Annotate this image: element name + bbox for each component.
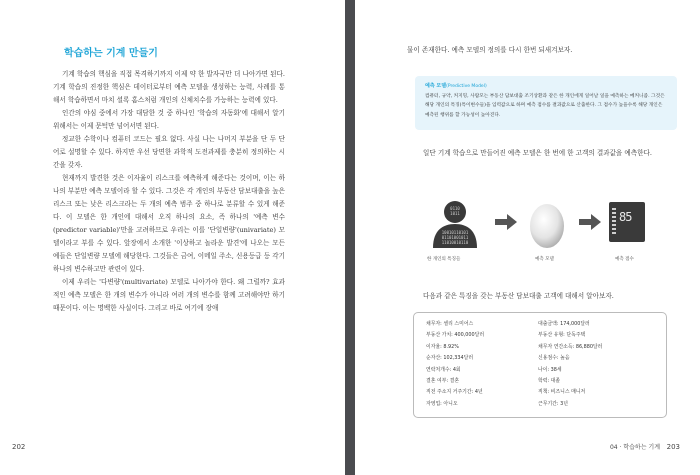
paragraph: 이제 우리는 '다변량'(multivariate) 모델로 나아가야 한다. 왜 그럴까? 효과적인 예측 모델은 한 개의 변수가 아니라 여러 개의 변수를 함께 고려해야만 하기 때문이다. 이는 명백한 사실이다. 그리고 바로 여기에 장애	[53, 278, 285, 312]
egg-model-icon	[527, 194, 567, 250]
paragraph: 현재까지 발견한 것은 이자율이 리스크를 예측하게 해준다는 것이며, 이는 하나의 부분만 예측 모델이라 할 수 있다. 그것은 각 개인의 부동산 담보대출을 높은 리스크 또는 낮은 리스크라는 두 개의 예측 범주 중 하나로 분류할 수 있게 해준다. 이 모델은 한 개인에 대해서 오직 하나의 요소, 즉 하나의 '예측 변수(predictor variable)'만을 고려하므로 우리는 이를 '단일변량'(univariate) 모델이라고 부를 수 있다. 앞장에서 소개한 '이상하고 놀라운 발견'에 나오는 모든 예들은 단일변량 모델에 해당한다. 그것들은 금여, 이메일 주소, 신용등급 등 각기 하나의 변수하고만 관련이 있다.	[53, 174, 285, 273]
chapter-label: 04 · 학습하는 기계	[609, 444, 660, 451]
definition-box	[415, 76, 677, 130]
paragraph: 다음과 같은 특징을 갖는 부동산 담보대출 고객에 대해서 알아보자.	[423, 292, 614, 300]
left-page	[0, 0, 345, 475]
feature-item: 채무자 연간소득: 86,880달러	[538, 343, 603, 350]
feature-item: 연락처개수: 4회	[426, 366, 461, 373]
paragraph-3	[415, 290, 665, 303]
features-column-right	[538, 319, 602, 410]
intro-text	[407, 44, 657, 57]
paragraph-2	[415, 147, 665, 160]
page-number-right: 203	[666, 443, 680, 451]
feature-item: 나이: 38세	[538, 366, 562, 373]
definition-title	[425, 82, 667, 92]
page-number-left: 202	[12, 443, 26, 451]
feature-item: 이자율: 8.92%	[426, 343, 459, 350]
feature-item: 대출금액: 174,000달러	[538, 321, 590, 327]
section-title: 학습하는 기계 만들기	[64, 48, 158, 59]
borrower-features-box	[413, 312, 667, 418]
features-column-left	[426, 319, 484, 410]
prediction-figure	[415, 190, 675, 270]
feature-item: 채무자: 셀리 스미어스	[426, 321, 474, 327]
paragraph: 기계 학습의 핵심을 직접 목격하기까지 이제 약 한 발자국만 더 나아가면 된다. 기계 학습의 진정한 핵심은 데이터로부터 예측 모델을 생성하는 능력, 사례를 통해서 학습하면서 마치 셜록 홈스처럼 개인의 신체치수를 가능하는 능력에 있다.	[53, 70, 285, 104]
feature-item: 부동산 가치: 400,000달러	[426, 332, 485, 339]
svg-text:10010110101: 10010110101	[441, 230, 469, 235]
paragraph: 정교한 수학이나 컴퓨터 코드는 필요 없다. 사실 나는 나머지 부분을 단 두 단어로 설명할 수 있다. 하지만 우선 당면한 과학적 도전과제를 충분히 정의하는 시간을 갖자.	[53, 135, 285, 169]
score-display	[609, 202, 645, 242]
feature-item: 자영업: 아니오	[426, 400, 458, 407]
book-gutter	[345, 0, 355, 475]
feature-item: 부동산 유형: 단독주택	[538, 332, 586, 339]
svg-text:0110: 0110	[450, 206, 460, 211]
svg-text:01101001011: 01101001011	[441, 235, 469, 240]
paragraph: 물이 존재한다. 예측 모델의 정의를 다시 한번 되새겨보자.	[407, 46, 573, 54]
feature-item: 결혼 여부: 결혼	[426, 377, 460, 384]
figure-label-model: 예측 모델	[535, 257, 554, 262]
feature-item: 근무기간: 3년	[538, 400, 568, 407]
figure-label-features: 한 개인의 특징들	[427, 257, 461, 262]
definition-title-ko: 예측 모델	[425, 83, 447, 89]
person-features-icon	[429, 196, 481, 248]
feature-item: 순자산: 102,334달러	[426, 355, 474, 362]
score-value: 85	[619, 210, 632, 224]
svg-text:1011: 1011	[450, 211, 460, 216]
figure-label-score: 예측 점수	[615, 257, 634, 262]
feature-item: 학력: 대졸	[538, 377, 561, 384]
feature-item: 직책: 비즈니스 매니저	[538, 389, 586, 396]
svg-text:11010010110: 11010010110	[441, 240, 469, 245]
definition-title-en: (Predictive Model)	[446, 84, 487, 89]
left-body-text	[53, 68, 285, 315]
arrow-right-icon	[495, 214, 517, 230]
arrow-right-icon	[579, 214, 601, 230]
paragraph: 인간의 야심 중에서 가장 대담한 것 중 하나인 '학습의 자동화'에 대해서 알기 위해서는 이제 문턱만 넘어서면 된다.	[53, 109, 285, 130]
feature-item: 신용점수: 높음	[538, 355, 570, 362]
definition-text: 컴퓨터, 규약, 커지밍, 사람모는 부동산 담보대출 조기상환과 같은 한 개인에게 일어날 일을 예측하는 메커니즘. 그것은 해당 개인의 특징(특이변수들)을 입력값으로 하며 예측 점수를 결과값으로 산출한다. 그 점수가 높을수록 해당 개인은 예측된 행위를 할 가능성이 높아진다.	[425, 93, 665, 118]
paragraph: 일단 기계 학습으로 만들어진 예측 모델은 한 번에 한 고객의 결과값을 예측한다.	[423, 149, 652, 157]
feature-item: 직전 주소지 거주기간: 4년	[426, 389, 483, 396]
right-page	[355, 0, 700, 475]
